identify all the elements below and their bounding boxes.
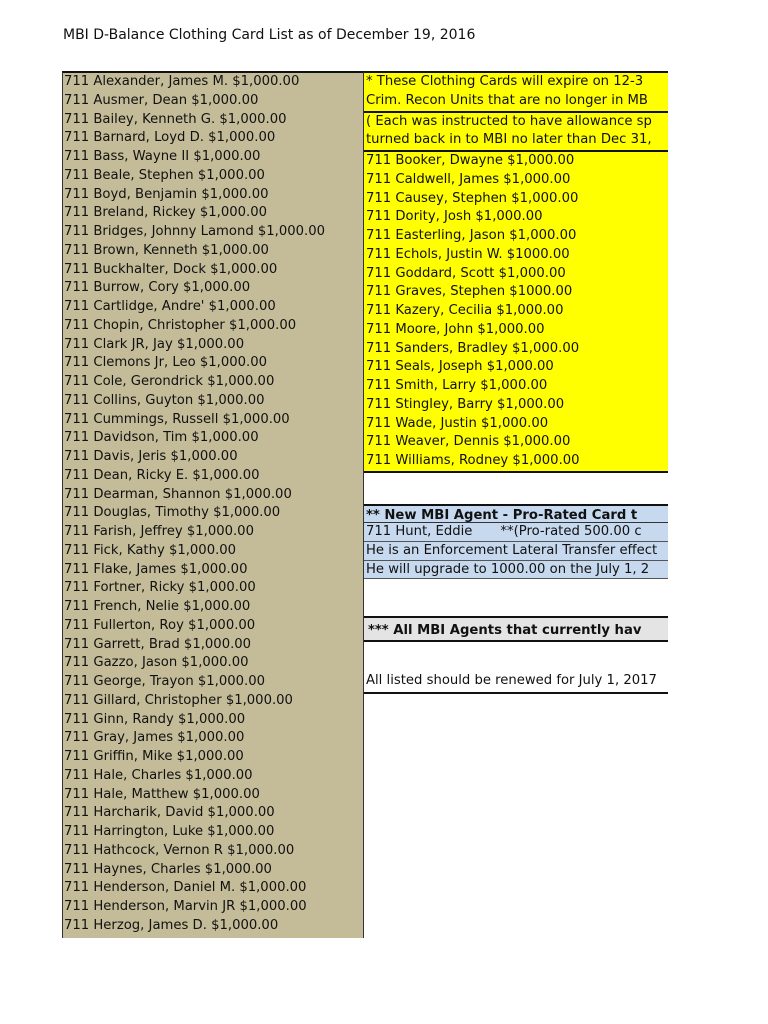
expiring-agent-row: 711 Williams, Rodney $1,000.00 bbox=[366, 453, 580, 468]
agent-row: 711 French, Nelie $1,000.00 bbox=[64, 599, 251, 614]
agent-row: 711 Clemons Jr, Leo $1,000.00 bbox=[64, 355, 267, 371]
expiring-agent-row: 711 Graves, Stephen $1000.00 bbox=[366, 284, 573, 300]
agent-row: 711 Davis, Jeris $1,000.00 bbox=[64, 449, 238, 464]
agent-row: 711 Griffin, Mike $1,000.00 bbox=[64, 749, 244, 764]
expiring-agent-row: 711 Goddard, Scott $1,000.00 bbox=[366, 265, 566, 281]
right-panel bbox=[364, 71, 768, 938]
agent-row: 711 Flake, James $1,000.00 bbox=[64, 561, 248, 577]
agent-row: 711 Henderson, Daniel M. $1,000.00 bbox=[64, 880, 307, 896]
agent-row: 711 Dean, Ricky E. $1,000.00 bbox=[64, 467, 260, 483]
page-title: MBI D-Balance Clothing Card List as of December 19, 2016 bbox=[63, 27, 476, 43]
agent-row: 711 Bailey, Kenneth G. $1,000.00 bbox=[64, 111, 287, 127]
expiring-agent-row: 711 Kazery, Cecilia $1,000.00 bbox=[366, 303, 564, 318]
agent-row: 711 George, Trayon $1,000.00 bbox=[64, 674, 265, 689]
agent-row: 711 Cartlidge, Andre' $1,000.00 bbox=[64, 299, 276, 314]
new-agent-note: He will upgrade to 1000.00 on the July 1, 2 bbox=[364, 561, 668, 580]
prorated-note: **(Pro-rated 500.00 c bbox=[500, 524, 642, 539]
agent-row: 711 Ausmer, Dean $1,000.00 bbox=[64, 92, 259, 108]
expiring-agent-row: 711 Dority, Josh $1,000.00 bbox=[366, 209, 543, 225]
expiring-agent-row: 711 Moore, John $1,000.00 bbox=[366, 321, 545, 337]
expiry-note-line: ( Each was instructed to have allowance sp bbox=[366, 113, 652, 129]
agent-row: 711 Farish, Jeffrey $1,000.00 bbox=[64, 524, 254, 539]
new-agent-name: 711 Hunt, Eddie bbox=[366, 524, 473, 539]
agent-row: 711 Garrett, Brad $1,000.00 bbox=[64, 636, 252, 652]
all-agents-header: *** All MBI Agents that currently hav bbox=[364, 616, 668, 642]
agent-row: 711 Herzog, James D. $1,000.00 bbox=[64, 917, 279, 933]
agent-row: 711 Boyd, Benjamin $1,000.00 bbox=[64, 186, 269, 202]
new-agent-note: He is an Enforcement Lateral Transfer effect bbox=[364, 542, 668, 561]
agent-row: 711 Henderson, Marvin JR $1,000.00 bbox=[64, 899, 307, 914]
renewal-note bbox=[364, 654, 668, 694]
agent-row: 711 Hathcock, Vernon R $1,000.00 bbox=[64, 842, 295, 858]
agent-row: 711 Hale, Charles $1,000.00 bbox=[64, 767, 253, 783]
agent-list-column bbox=[62, 71, 364, 938]
agent-row: 711 Gillard, Christopher $1,000.00 bbox=[64, 692, 293, 708]
agent-row: 711 Cummings, Russell $1,000.00 bbox=[64, 411, 290, 427]
agent-row: 711 Collins, Guyton $1,000.00 bbox=[64, 392, 265, 408]
agent-row: 711 Ginn, Randy $1,000.00 bbox=[64, 711, 246, 727]
agent-row: 711 Gray, James $1,000.00 bbox=[64, 730, 245, 746]
agent-row: 711 Beale, Stephen $1,000.00 bbox=[64, 167, 265, 183]
agent-row: 711 Harcharik, David $1,000.00 bbox=[64, 805, 275, 821]
expiring-agent-row: 711 Causey, Stephen $1,000.00 bbox=[366, 190, 579, 206]
agent-row: 711 Chopin, Christopher $1,000.00 bbox=[64, 317, 297, 333]
agent-row: 711 Clark JR, Jay $1,000.00 bbox=[64, 336, 245, 352]
expiry-note-line: Crim. Recon Units that are no longer in MB bbox=[364, 92, 668, 113]
expiring-agent-row: 711 Sanders, Bradley $1,000.00 bbox=[366, 340, 580, 356]
expiring-agent-row: 711 Echols, Justin W. $1000.00 bbox=[366, 246, 570, 262]
expiring-agent-row: 711 Smith, Larry $1,000.00 bbox=[366, 378, 548, 393]
new-agent-header: ** New MBI Agent - Pro-Rated Card t bbox=[364, 504, 668, 523]
expiry-note-line: turned back in to MBI no later than Dec 31, bbox=[364, 131, 668, 152]
new-agent-row bbox=[364, 523, 668, 542]
expiring-agent-row: 711 Easterling, Jason $1,000.00 bbox=[366, 228, 577, 243]
agent-row: 711 Fick, Kathy $1,000.00 bbox=[64, 542, 237, 558]
agent-row: 711 Fortner, Ricky $1,000.00 bbox=[64, 580, 256, 596]
expiring-agent-row: 711 Weaver, Dennis $1,000.00 bbox=[366, 434, 571, 450]
agent-row: 711 Burrow, Cory $1,000.00 bbox=[64, 280, 251, 296]
agent-row: 711 Bass, Wayne II $1,000.00 bbox=[64, 149, 261, 164]
agent-row: 711 Douglas, Timothy $1,000.00 bbox=[64, 505, 281, 521]
expiring-list bbox=[364, 152, 668, 471]
agent-row: 711 Gazzo, Jason $1,000.00 bbox=[64, 655, 249, 671]
expiring-agent-row: 711 Seals, Joseph $1,000.00 bbox=[366, 359, 554, 375]
agent-row: 711 Hale, Matthew $1,000.00 bbox=[64, 786, 260, 802]
expiring-agent-row: 711 Stingley, Barry $1,000.00 bbox=[366, 396, 565, 412]
agent-row: 711 Cole, Gerondrick $1,000.00 bbox=[64, 374, 275, 389]
agent-row: 711 Davidson, Tim $1,000.00 bbox=[64, 430, 259, 446]
new-agent-section bbox=[364, 523, 668, 579]
expiring-agent-row: 711 Booker, Dwayne $1,000.00 bbox=[366, 153, 575, 168]
agent-row: 711 Breland, Rickey $1,000.00 bbox=[64, 205, 267, 221]
agent-row: 711 Buckhalter, Dock $1,000.00 bbox=[64, 261, 278, 277]
expiry-note-line: * These Clothing Cards will expire on 12-3 bbox=[366, 74, 644, 89]
agent-row: 711 Dearman, Shannon $1,000.00 bbox=[64, 486, 292, 502]
expiring-agent-row: 711 Wade, Justin $1,000.00 bbox=[366, 415, 549, 431]
renewal-text: All listed should be renewed for July 1, 2017 bbox=[366, 673, 657, 688]
agent-row: 711 Brown, Kenneth $1,000.00 bbox=[64, 242, 269, 258]
agent-row: 711 Bridges, Johnny Lamond $1,000.00 bbox=[64, 224, 326, 239]
agent-row: 711 Alexander, James M. $1,000.00 bbox=[64, 74, 300, 89]
agent-row: 711 Harrington, Luke $1,000.00 bbox=[64, 824, 275, 839]
expiring-cards-section bbox=[364, 71, 668, 473]
agent-row: 711 Barnard, Loyd D. $1,000.00 bbox=[64, 130, 276, 146]
expiring-agent-row: 711 Caldwell, James $1,000.00 bbox=[366, 171, 571, 187]
agent-row: 711 Haynes, Charles $1,000.00 bbox=[64, 861, 272, 877]
agent-row: 711 Fullerton, Roy $1,000.00 bbox=[64, 617, 256, 633]
